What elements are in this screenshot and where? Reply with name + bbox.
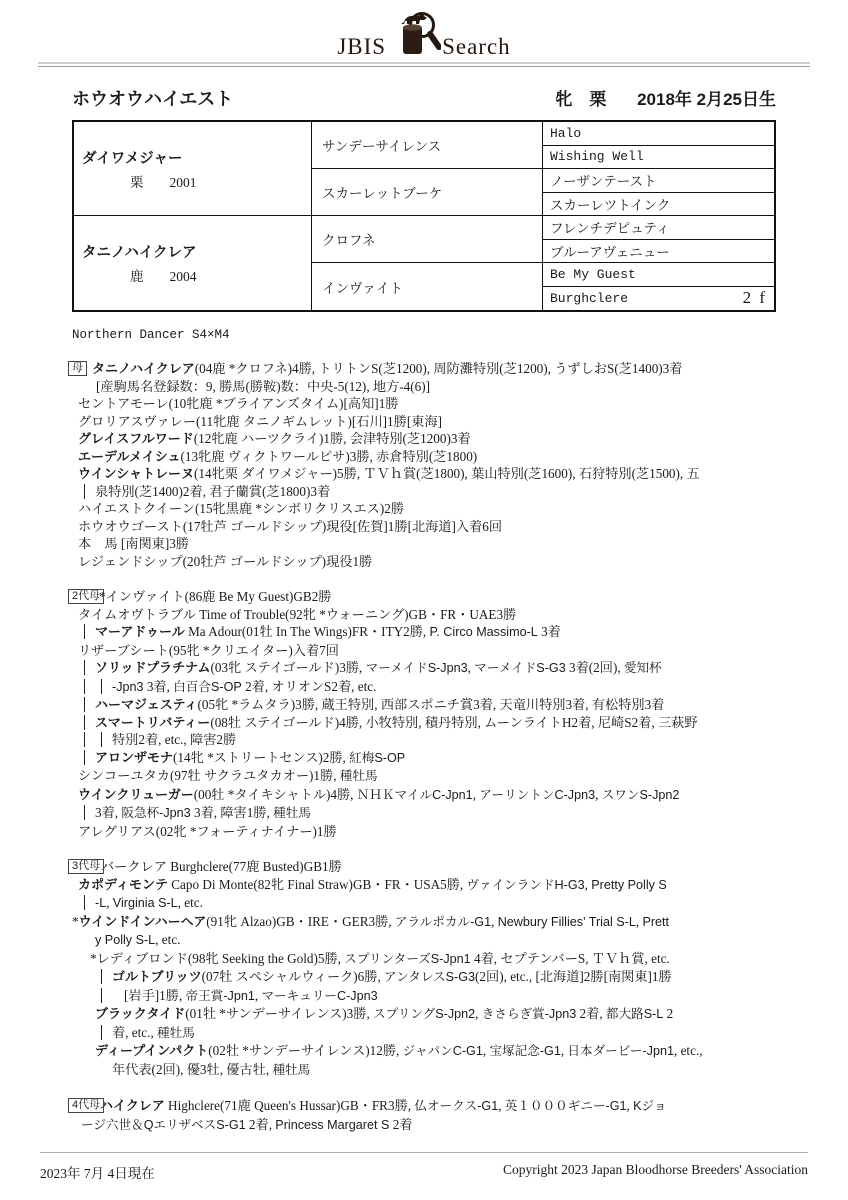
horse-name-bold: ハイクレア <box>100 1098 165 1113</box>
jbis-logo-text-right: Search <box>442 34 511 59</box>
pedigree-text-line <box>0 500 848 518</box>
pedigree-text: [産駒馬名登録数：9, 勝馬(勝鞍)数：中央-5(12), 地方-4(6)] <box>96 378 431 394</box>
title-row <box>72 85 776 111</box>
tree-branch-bar <box>84 697 85 712</box>
race-name: y Polly S-L <box>95 933 156 947</box>
race-name: Prett <box>642 914 670 929</box>
pedigree-cell-gg1: Halo <box>543 122 774 146</box>
pedigree-text-line <box>0 1061 848 1080</box>
race-name: 英１０００ギニー-G1 <box>504 1099 627 1113</box>
tree-branch-bar <box>84 679 85 694</box>
race-name: スプリングS-Jpn2 <box>373 1007 476 1021</box>
race-name: スワンS-Jpn2 <box>601 787 680 802</box>
horse-name-bold: ゴルトブリッツ <box>112 969 202 984</box>
pedigree-text: 3着, <box>95 805 122 820</box>
pedigree-text-line <box>0 642 848 660</box>
race-name: ＮＨＫマイルC-Jpn1 <box>356 787 473 802</box>
pedigree-text: 着, etc., <box>112 1024 158 1040</box>
pedigree-text-line <box>0 767 848 786</box>
pedigree-text: (08牡 ステイゴールド)4勝, 小牧特別, 積丹特別, ムーンライトH2着, 尼崎S2着, 三萩野 <box>210 714 698 730</box>
pedigree-text: 3着, 障害1勝, <box>190 805 274 820</box>
pedigree-text: , <box>584 876 592 892</box>
horse-name-bold: ディープインパクト <box>95 1043 209 1058</box>
pedigree-text: (04鹿 *クロフネ)4勝, トリトンS(芝1200), 周防灘特別(芝1200), うずしおS(芝1400)3着 <box>194 361 683 376</box>
horse-name-bold: ブラックタイド <box>95 1006 186 1021</box>
pedigree-text: (07牡 スペシャルウィーク)6勝, <box>201 969 385 984</box>
pedigree-text: 4着, セプテンバーS, ＴＶｈ賞, etc. <box>470 950 670 966</box>
race-name: Newbury Fillies' Trial S-L <box>497 914 636 929</box>
pedigree-text: (00牡 *タイキシャトル)4勝, <box>193 786 357 802</box>
pedigree-text: 2着, <box>245 1116 276 1132</box>
race-name: Princess Margaret S <box>275 1117 390 1132</box>
pedigree-text: 年代表(2回), 優3牡, 優古牡, <box>112 1061 273 1077</box>
tree-branch-bar <box>84 484 85 499</box>
pedigree-text: Capo Di Monte(82牝 Final Straw)GB・FR・USA5勝, <box>167 876 467 892</box>
pedigree-text: (05牝 *ラムタラ)3勝, 蔵王特別, 西部スポニチ賞3着, 天竜川特別3着, 有松特別3着 <box>197 697 665 712</box>
sire-name: ダイワメジャー <box>82 150 183 167</box>
family-section <box>0 588 848 840</box>
pedigree-text-line <box>0 858 848 876</box>
sire-coat: 栗 <box>130 174 144 190</box>
pedigree-text: [岩手]1勝, <box>124 987 186 1003</box>
pedigree-text: (03牝 ステイゴールド)3勝, <box>210 660 366 675</box>
pedigree-text: Ma Adour(01牡 In The Wings)FR・ITY2勝, <box>184 624 430 639</box>
pedigree-text: (13牝鹿 ヴィクトワールピサ)3勝, 赤倉特別(芝1800) <box>180 448 478 464</box>
pedigree-text: 2着, オリオンS2着, etc. <box>241 678 377 694</box>
pedigree-text: 2 <box>663 1006 674 1021</box>
pedigree-text-line <box>0 606 848 624</box>
race-name: スプリンターズS-Jpn1 <box>344 951 471 966</box>
pedigree-cell-gg7: Be My Guest <box>543 263 774 287</box>
race-name: Pretty Polly S <box>591 877 667 892</box>
pedigree-text: 2着 <box>389 1116 413 1132</box>
tree-branch-bar <box>101 988 102 1003</box>
horse-profile <box>555 85 776 110</box>
birth-date-label: 2018年 2月25日生 <box>637 90 776 109</box>
page-footer <box>40 1152 808 1182</box>
pedigree-text-line <box>0 696 848 714</box>
pedigree-text: セントアモーレ(10牝鹿 *ブライアンズタイム)[高知]1勝 <box>78 396 399 411</box>
race-name: -Jpn3 <box>112 679 144 694</box>
pedigree-text: アレグリアス(02牝 *フォーティナイナー)1勝 <box>78 823 337 839</box>
pedigree-text-line <box>0 894 848 913</box>
pedigree-text-line <box>0 786 848 805</box>
page-title: ホウオウハイエスト <box>72 89 234 109</box>
dam-year: 2004 <box>169 269 197 284</box>
pedigree-text-line <box>0 483 848 501</box>
pedigree-text-line <box>0 968 848 987</box>
race-name: 白百合S-OP <box>173 679 242 694</box>
pedigree-cell-dam <box>74 216 312 310</box>
horse-name-bold: マーアドゥール <box>95 624 185 639</box>
pedigree-cell-sire-dam: スカーレットブーケ <box>312 169 543 216</box>
pedigree-text: ハイエストクイーン(15牝黒鹿 *シンボリクリスエス)2勝 <box>78 501 405 516</box>
race-name: マーメイドS-Jpn3 <box>365 661 468 675</box>
pedigree-text: (12牝鹿 ハーツクライ)1勝, 会津特別(芝1200)3着 <box>193 431 471 446</box>
header-divider <box>38 62 810 67</box>
pedigree-text: , <box>595 786 602 802</box>
race-name: アンタレスS-G3 <box>384 970 476 984</box>
race-name: 紅梅S-OP <box>349 750 406 765</box>
pedigree-text: 本 馬 [南関東]3勝 <box>78 536 189 551</box>
pedigree-cell-gg8: Burghclere 2 f <box>550 287 767 307</box>
race-name: ジャパンC-G1 <box>402 1044 483 1058</box>
generation-label: 3代母 <box>68 859 104 874</box>
pedigree-text-line <box>0 823 848 841</box>
inbreeding-note: Northern Dancer S4×M4 <box>72 328 230 342</box>
pedigree-cell-dam-dam: インヴァイト <box>312 263 543 310</box>
dam-coat: 鹿 <box>130 269 144 284</box>
pedigree-text-line <box>0 950 848 969</box>
jbis-logo-text-left: JBIS <box>337 34 387 59</box>
tree-branch-bar <box>101 969 102 984</box>
pedigree-text-line <box>0 1005 848 1024</box>
pedigree-text-line <box>0 413 848 431</box>
sire-meta <box>74 171 311 191</box>
as-of-date: 2023年 7月 4日現在 <box>40 1166 155 1181</box>
horse-name-bold: スマートリバティー <box>95 714 211 730</box>
race-name: -L <box>95 896 107 910</box>
race-name: マーキュリーC-Jpn3 <box>261 988 378 1003</box>
pedigree-cell-sire-sire: サンデーサイレンス <box>312 122 543 169</box>
horse-name-bold: エーデルメイシュ <box>78 448 181 464</box>
pedigree-cell-gg4: スカーレツトインク <box>543 193 774 217</box>
pedigree-text-line <box>0 1116 848 1135</box>
pedigree-text-line <box>0 378 848 396</box>
tree-branch-bar <box>101 1025 102 1040</box>
pedigree-text-line <box>0 804 848 823</box>
pedigree-cell-gg3: ノーザンテースト <box>543 169 774 193</box>
pedigree-text: シンコーユタカ(97牡 サクラユタカオー)1勝, <box>78 768 340 783</box>
pedigree-text-line <box>0 448 848 466</box>
family-section <box>0 1097 848 1134</box>
race-name: 種牡馬 <box>272 1062 311 1077</box>
tree-branch-bar <box>101 732 102 747</box>
sex-coat-label: 牝 栗 <box>555 90 607 109</box>
race-name: P. Circo Massimo-L <box>429 625 538 639</box>
horse-name-bold: ハーマジェスティ <box>95 697 198 712</box>
tree-branch-bar <box>84 805 85 820</box>
race-name: きさらぎ賞-Jpn3 <box>481 1007 577 1021</box>
pedigree-text: タイムオヴトラブル Time of Trouble(92牝 *ウォーニング)GB・FR・UAE3勝 <box>78 606 517 622</box>
pedigree-text: , <box>106 895 113 910</box>
race-name: 種牡馬 <box>157 1025 195 1040</box>
dam-meta <box>74 265 311 285</box>
race-name: Virginia S-L <box>112 896 178 910</box>
race-name: アラルポカル-G1 <box>394 914 492 929</box>
pedigree-text: , <box>254 987 262 1003</box>
horse-name-bold: ウインシャトレーヌ <box>78 466 195 481</box>
horse-name-bold: グレイスフルワード <box>78 431 194 446</box>
tree-branch-bar <box>101 679 102 694</box>
race-name: 種牡馬 <box>339 769 378 783</box>
tree-branch-bar <box>84 715 85 730</box>
pedigree-text: 2着, <box>576 1006 606 1021</box>
race-name: 仏オークス-G1 <box>414 1099 499 1113</box>
pedigree-text: ホウオウゴースト(17牡芦 ゴールドシップ)現役[佐賀]1勝[北海道]入着6回 <box>78 518 503 534</box>
race-name: ヴァインランドH-G3 <box>466 877 585 892</box>
pedigree-cell-gg5: フレンチデピュティ <box>543 216 774 240</box>
pedigree-text: , etc., <box>673 1043 703 1058</box>
horse-name-bold: タニノハイクレア <box>92 361 195 376</box>
pedigree-text: レジェンドシップ(20牡芦 ゴールドシップ)現役1勝 <box>78 553 373 569</box>
pedigree-text-line <box>0 360 848 378</box>
pedigree-text: * <box>72 913 79 929</box>
pedigree-text: 3着, <box>143 678 174 694</box>
pedigree-text-line <box>0 714 848 732</box>
race-name: アーリントンC-Jpn3 <box>479 787 596 802</box>
tree-branch-bar <box>84 660 85 675</box>
pedigree-text: (01牡 *サンデーサイレンス)3勝, <box>185 1006 374 1021</box>
tree-branch-bar <box>84 732 85 747</box>
pedigree-text: (91牝 Alzao)GB・IRE・GER3勝, <box>206 913 395 929</box>
horse-name-bold: ウインクリューガー <box>78 786 194 802</box>
pedigree-text: 3着(2回), <box>565 660 624 675</box>
pedigree-text-line <box>0 659 848 678</box>
pedigree-text: , <box>475 1006 482 1021</box>
pedigree-text: , <box>498 1098 505 1113</box>
generation-label: 母 <box>68 361 87 376</box>
race-name: ージ六世＆QエリザベスS-G1 <box>81 1117 246 1132</box>
pedigree-text-line <box>0 518 848 536</box>
generation-label: 4代母 <box>68 1098 104 1113</box>
pedigree-cell-sire <box>74 122 312 216</box>
pedigree-text-line <box>0 876 848 895</box>
dam-name: タニノハイクレア <box>82 245 197 261</box>
pedigree-text-line <box>0 588 848 606</box>
race-name: 宝塚記念-G1 <box>489 1044 561 1058</box>
family-section <box>0 360 848 570</box>
pedigree-text: , <box>467 660 475 675</box>
pedigree-text-line <box>0 1024 848 1043</box>
pedigree-text-line <box>0 535 848 553</box>
pedigree-text: 特別2着, etc., 障害2勝 <box>112 732 237 747</box>
magnifier-horse-icon <box>389 9 441 62</box>
pedigree-text-line <box>0 1042 848 1061</box>
pedigree-text: , <box>635 913 643 929</box>
pedigree-cell-gg6: ブルーアヴェニュー <box>543 240 774 264</box>
race-name: 阪急杯-Jpn3 <box>121 806 191 820</box>
horse-name-bold: カポディモンテ <box>78 876 168 892</box>
pedigree-text-line <box>0 553 848 571</box>
sire-year: 2001 <box>169 174 197 190</box>
pedigree-text: グロリアスヴァレー(11牝鹿 タニノギムレット)[石川]1勝[東海] <box>78 413 442 429</box>
race-name: 日本ダービー-Jpn1 <box>567 1044 674 1058</box>
family-number: 2 f <box>742 287 767 307</box>
race-name: 帝王賞-Jpn1 <box>185 988 255 1003</box>
race-name: Kジョ <box>633 1099 667 1113</box>
jbis-logo <box>0 0 848 58</box>
horse-name-bold: ソリッドプラチナム <box>95 660 211 675</box>
race-name: 都大路S-L <box>605 1007 664 1021</box>
tree-branch-bar <box>84 895 85 910</box>
pedigree-cell-gg2: Wishing Well <box>543 146 774 170</box>
pedigree-text-line <box>0 430 848 448</box>
pedigree-text-line <box>0 623 848 642</box>
pedigree-cell-dam-sire: クロフネ <box>312 216 543 263</box>
horse-name-bold: ウインドインハーヘア <box>78 913 207 929</box>
generation-label: 2代母 <box>68 589 104 604</box>
pedigree-text: (14牝 *ストリートセンス)2勝, <box>173 749 350 765</box>
pedigree-text: バークレア Burghclere(77鹿 Busted)GB1勝 <box>101 859 342 874</box>
pedigree-text: , <box>626 1098 634 1113</box>
pedigree-text: *インヴァイト(86鹿 Be My Guest)GB2勝 <box>99 589 332 604</box>
pedigree-text: , <box>482 1043 490 1058</box>
tree-branch-bar <box>84 750 85 765</box>
pedigree-text: , <box>560 1043 568 1058</box>
pedigree-text-line <box>0 931 848 950</box>
race-name: 種牡馬 <box>273 806 311 820</box>
pedigree-text-line <box>0 678 848 697</box>
pedigree-text: , etc. <box>177 895 203 910</box>
pedigree-text: 3着 <box>537 624 561 639</box>
race-name: 愛知杯 <box>623 661 662 675</box>
pedigree-text: (02牡 *サンデーサイレンス)12勝, <box>208 1043 403 1058</box>
pedigree-text-line <box>0 749 848 768</box>
pedigree-text: Highclere(71鹿 Queen's Hussar)GB・FR3勝, <box>164 1098 415 1113</box>
pedigree-text: *レディブロンド(98牝 Seeking the Gold)5勝, <box>90 950 345 966</box>
horse-name-bold: アロンザモナ <box>95 749 174 765</box>
tree-branch-bar <box>84 624 85 639</box>
pedigree-text: , <box>472 786 480 802</box>
pedigree-text: リザーブシート(95牝 *クリエイター)入着7回 <box>78 642 339 658</box>
pedigree-text-line <box>0 395 848 413</box>
family-section <box>0 858 848 1079</box>
pedigree-text: 泉特別(芝1400)2着, 君子蘭賞(芝1800)3着 <box>95 483 331 499</box>
family-sections <box>0 360 848 1134</box>
pedigree-text-line <box>0 731 848 749</box>
pedigree-text: , <box>491 913 498 929</box>
copyright-notice: Copyright 2023 Japan Bloodhorse Breeders' Association <box>502 1162 808 1177</box>
pedigree-table <box>72 120 776 312</box>
pedigree-text: (2回), etc., [北海道]2勝[南関東]1勝 <box>475 969 672 984</box>
pedigree-text: (14牝栗 ダイワメジャー)5勝, ＴＶｈ賞(芝1800), 葉山特別(芝1600), 石狩特別(芝1500), 五 <box>194 466 700 481</box>
pedigree-text-line <box>0 1097 848 1116</box>
pedigree-text: , etc. <box>155 932 181 947</box>
race-name: マーメイドS-G3 <box>474 661 566 675</box>
pedigree-text-line <box>0 913 848 932</box>
pedigree-text-line <box>0 465 848 483</box>
pedigree-text-line <box>0 987 848 1006</box>
